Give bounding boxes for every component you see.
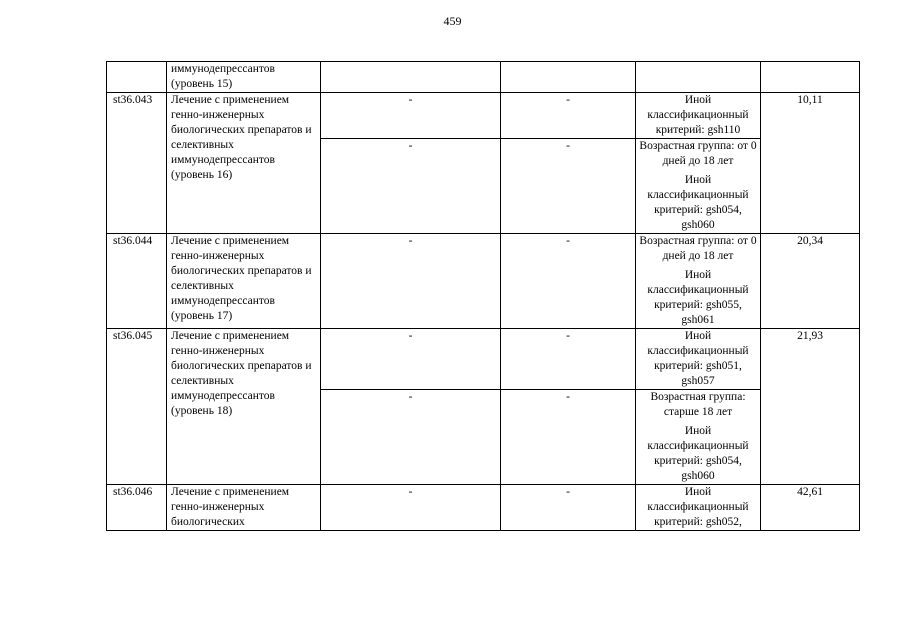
code-cell: st36.044 (107, 234, 167, 329)
name-cell: Лечение с применением генно-инженерных биологических (167, 485, 321, 531)
dash-cell: - (321, 234, 501, 329)
coefficient-cell: 42,61 (761, 485, 860, 531)
coefficient-cell: 10,11 (761, 93, 860, 234)
name-cell: Лечение с применением генно-инженерных биологических препаратов и селективных иммунодепрессантов (уровень 16) (167, 93, 321, 234)
name-cell: Лечение с применением генно-инженерных биологических препаратов и селективных иммунодепрессантов (уровень 17) (167, 234, 321, 329)
dash-cell: - (321, 93, 501, 139)
code-cell: st36.046 (107, 485, 167, 531)
empty-cell (636, 62, 761, 93)
dash-cell: - (501, 234, 636, 329)
empty-cell (501, 62, 636, 93)
criteria-cell (636, 93, 761, 139)
code-cell (107, 62, 167, 93)
name-cell: Лечение с применением генно-инженерных биологических препаратов и селективных иммунодепрессантов (уровень 18) (167, 329, 321, 485)
criteria-text: Иной классификационный критерий: gsh110 (647, 94, 749, 136)
criteria-text: Иной классификационный критерий: gsh054, gsh060 (647, 425, 749, 482)
dash-cell: - (321, 139, 501, 234)
criteria-text: Возрастная группа: старше 18 лет (650, 391, 746, 418)
criteria-text: Иной классификационный критерий: gsh055, gsh061 (647, 269, 749, 326)
empty-cell (761, 62, 860, 93)
criteria-cell (636, 390, 761, 485)
coefficient-cell: 21,93 (761, 329, 860, 485)
criteria-cell (636, 234, 761, 329)
table-row (107, 234, 860, 329)
coefficient-cell: 20,34 (761, 234, 860, 329)
name-cell: иммунодепрессантов (уровень 15) (167, 62, 321, 93)
dash-cell: - (501, 329, 636, 390)
criteria-text: Возрастная группа: от 0 дней до 18 лет (639, 140, 757, 167)
dash-cell: - (501, 93, 636, 139)
criteria-text: Иной классификационный критерий: gsh052, (647, 486, 749, 528)
criteria-text: Иной классификационный критерий: gsh054, gsh060 (647, 174, 749, 231)
empty-cell (321, 62, 501, 93)
code-cell: st36.045 (107, 329, 167, 485)
table-row (107, 329, 860, 390)
criteria-cell (636, 485, 761, 531)
table-row-continuation (107, 62, 860, 93)
tariff-table (106, 61, 860, 531)
dash-cell: - (321, 485, 501, 531)
criteria-text: Иной классификационный критерий: gsh051, gsh057 (647, 330, 749, 387)
dash-cell: - (321, 390, 501, 485)
dash-cell: - (321, 329, 501, 390)
table-row (107, 93, 860, 139)
page-number: 459 (443, 14, 462, 28)
dash-cell: - (501, 139, 636, 234)
dash-cell: - (501, 390, 636, 485)
criteria-text: Возрастная группа: от 0 дней до 18 лет (639, 235, 757, 262)
code-cell: st36.043 (107, 93, 167, 234)
dash-cell: - (501, 485, 636, 531)
table-row (107, 485, 860, 531)
criteria-cell (636, 139, 761, 234)
criteria-cell (636, 329, 761, 390)
